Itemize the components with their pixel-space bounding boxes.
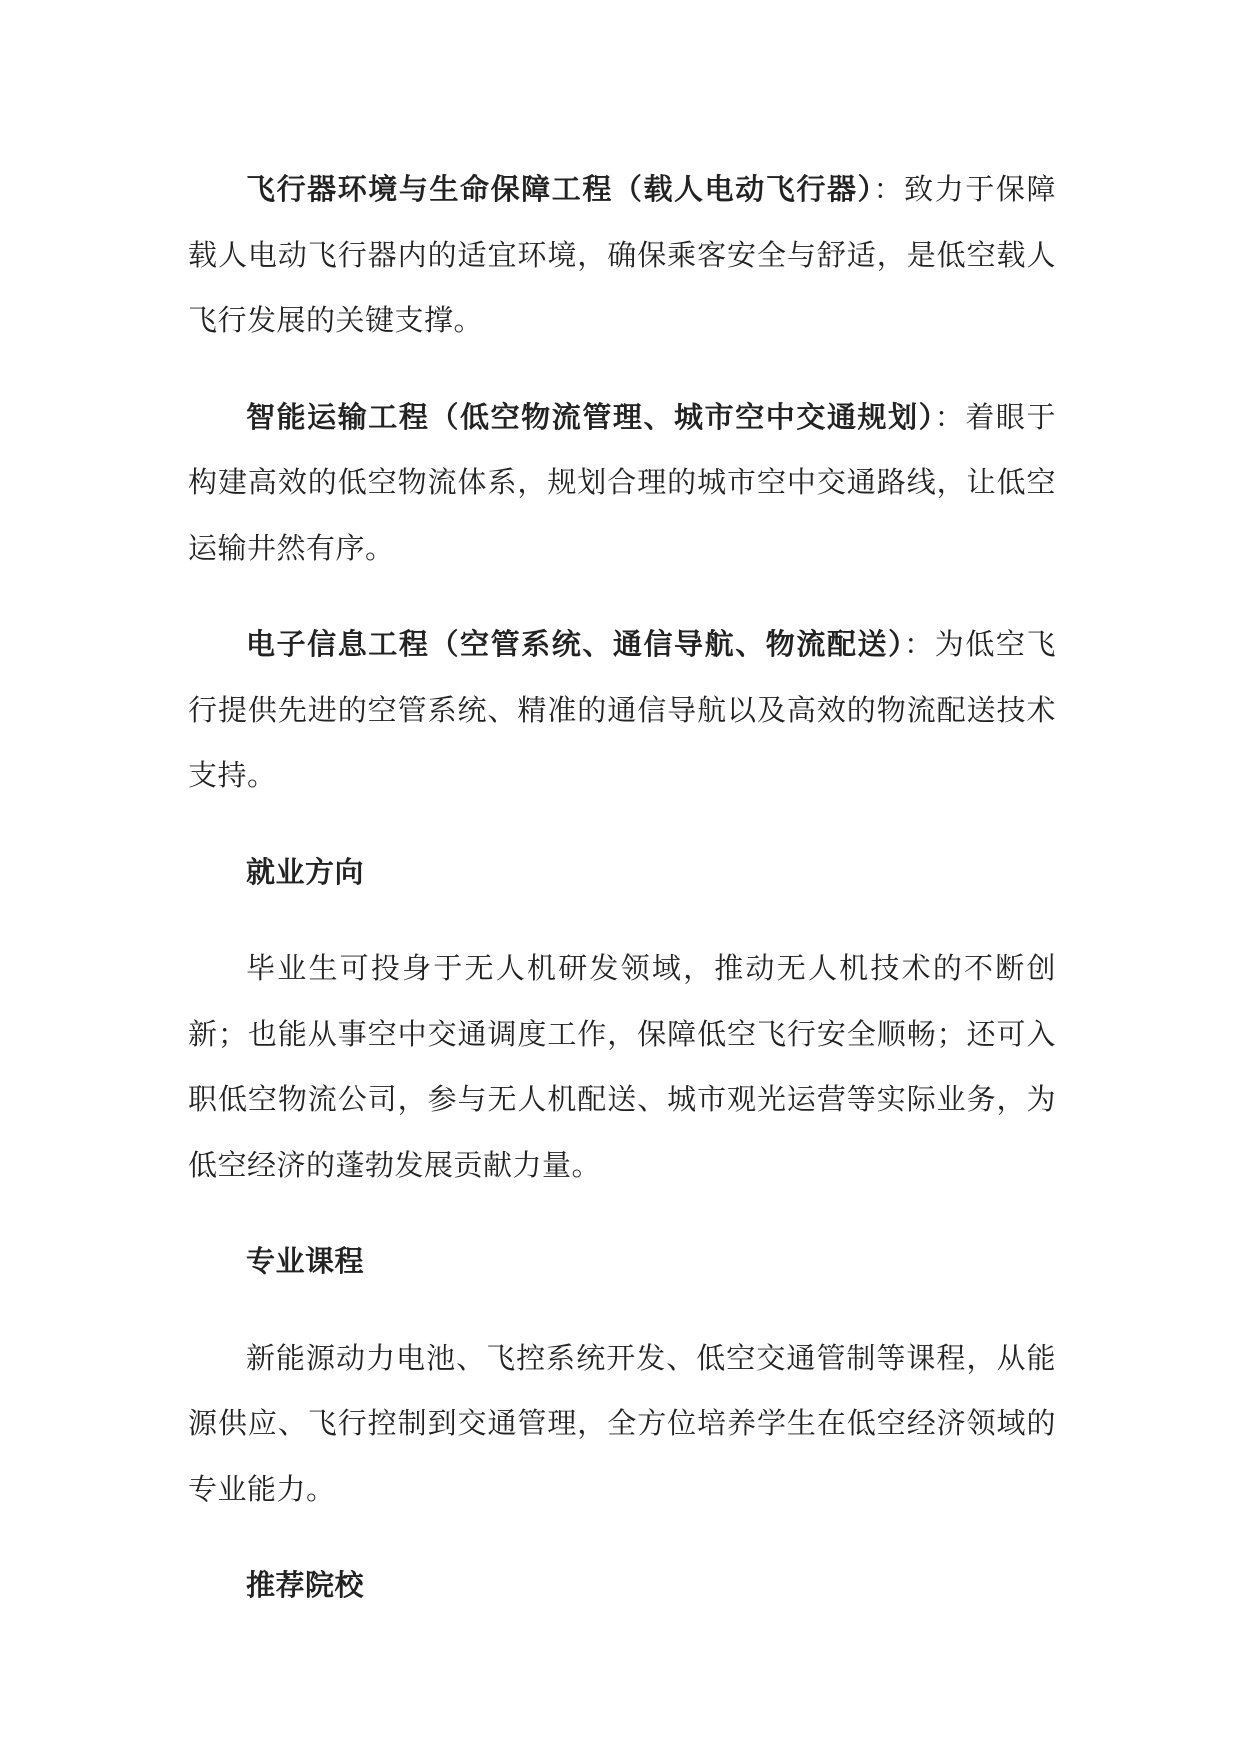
section-paragraph-environment xyxy=(188,157,1056,354)
section-title: 智能运输工程（低空物流管理、城市空中交通规划） xyxy=(246,399,935,434)
section-title: 飞行器环境与生命保障工程（载人电动飞行器） xyxy=(246,172,874,206)
employment-heading: 就业方向 xyxy=(246,854,365,889)
schools-heading: 推荐院校 xyxy=(246,1568,365,1602)
courses-text: 新能源动力电池、飞控系统开发、低空交通管制等课程，从能源供应、飞行控制到交通管理，全方位培养学生在低空经济领域的专业能力。 xyxy=(188,1340,1056,1506)
employment-text: 毕业生可投身于无人机研发领域，推动无人机技术的不断创新；也能从事空中交通调度工作，保障低空飞行安全顺畅；还可入职低空物流公司，参与无人机配送、城市观光运营等实际业务，为低空经济的蓬勃发展贡献力量。 xyxy=(188,951,1056,1182)
courses-heading: 专业课程 xyxy=(246,1244,365,1278)
section-body: ：为低空飞行提供先进的空管系统、精准的通信导航以及高效的物流配送技术支持。 xyxy=(188,627,1056,792)
section-body: ：着眼于构建高效的低空物流体系，规划合理的城市空中交通路线，让低空运输井然有序。 xyxy=(188,399,1056,565)
document-page xyxy=(188,157,1056,1619)
section-title: 电子信息工程（空管系统、通信导航、物流配送） xyxy=(246,627,905,661)
section-paragraph-electronics xyxy=(188,612,1056,809)
section-body: ：致力于保障载人电动飞行器内的适宜环境，确保乘客安全与舒适，是低空载人飞行发展的关键支撑。 xyxy=(188,172,1056,337)
section-paragraph-transport xyxy=(188,385,1056,582)
